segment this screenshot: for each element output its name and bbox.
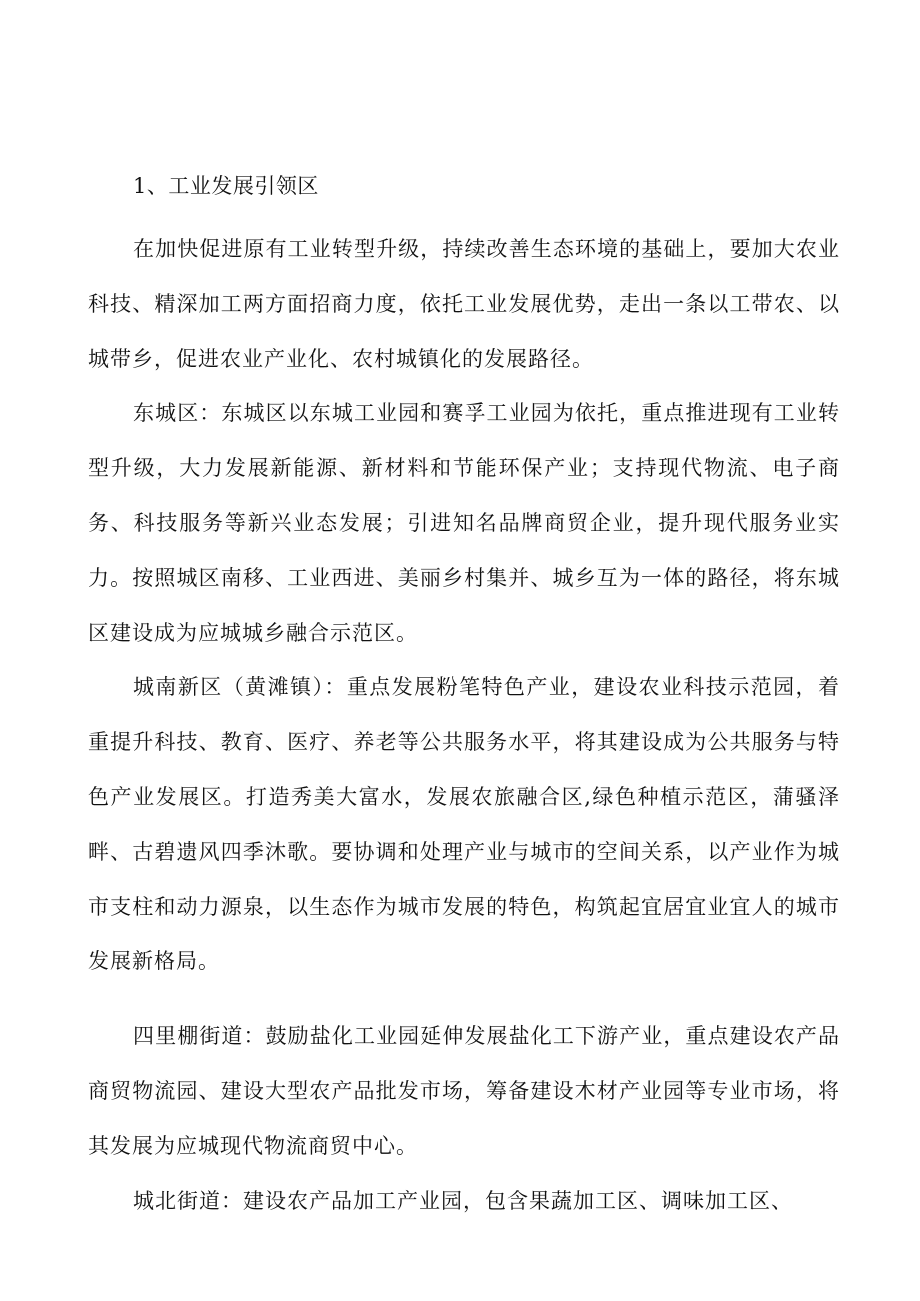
paragraph-intro: 在加快促进原有工业转型升级，持续改善生态环境的基础上，要加大农业科技、精深加工两方面招商力度，依托工业发展优势，走出一条以工带农、以城带乡，促进农业产业化、农村城镇化的发展路径。 <box>88 237 840 371</box>
document-body <box>88 168 840 1228</box>
paragraph-dongcheng: 东城区：东城区以东城工业园和赛孚工业园为依托，重点推进现有工业转型升级，大力发展新能源、新材料和节能环保产业；支持现代物流、电子商务、科技服务等新兴业态发展；引进知名品牌商贸企业，提升现代服务业实力。按照城区南移、工业西进、美丽乡村集并、城乡互为一体的路径，将东城区建设成为应城城乡融合示范区。 <box>88 401 840 645</box>
section-heading: 1、工业发展引领区 <box>133 174 319 198</box>
paragraph-silipeng: 四里棚街道：鼓励盐化工业园延伸发展盐化工下游产业，重点建设农产品商贸物流园、建设大型农产品批发市场，筹备建设木材产业园等专业市场，将其发展为应城现代物流商贸中心。 <box>88 1024 840 1158</box>
paragraph-chengbei: 城北街道：建设农产品加工产业园，包含果蔬加工区、调味加工区、 <box>133 1188 793 1213</box>
paragraph-chengnan: 城南新区（黄滩镇）：重点发展粉笔特色产业，建设农业科技示范园，着重提升科技、教育、医疗、养老等公共服务水平，将其建设成为公共服务与特色产业发展区。打造秀美大富水，发展农旅融合区,绿色种植示范区，蒲骚泽畔、古碧遗风四季沐歌。要协调和处理产业与城市的空间关系，以产业作为城市支柱和动力源泉，以生态作为城市发展的特色，构筑起宜居宜业宜人的城市发展新格局。 <box>88 675 840 974</box>
